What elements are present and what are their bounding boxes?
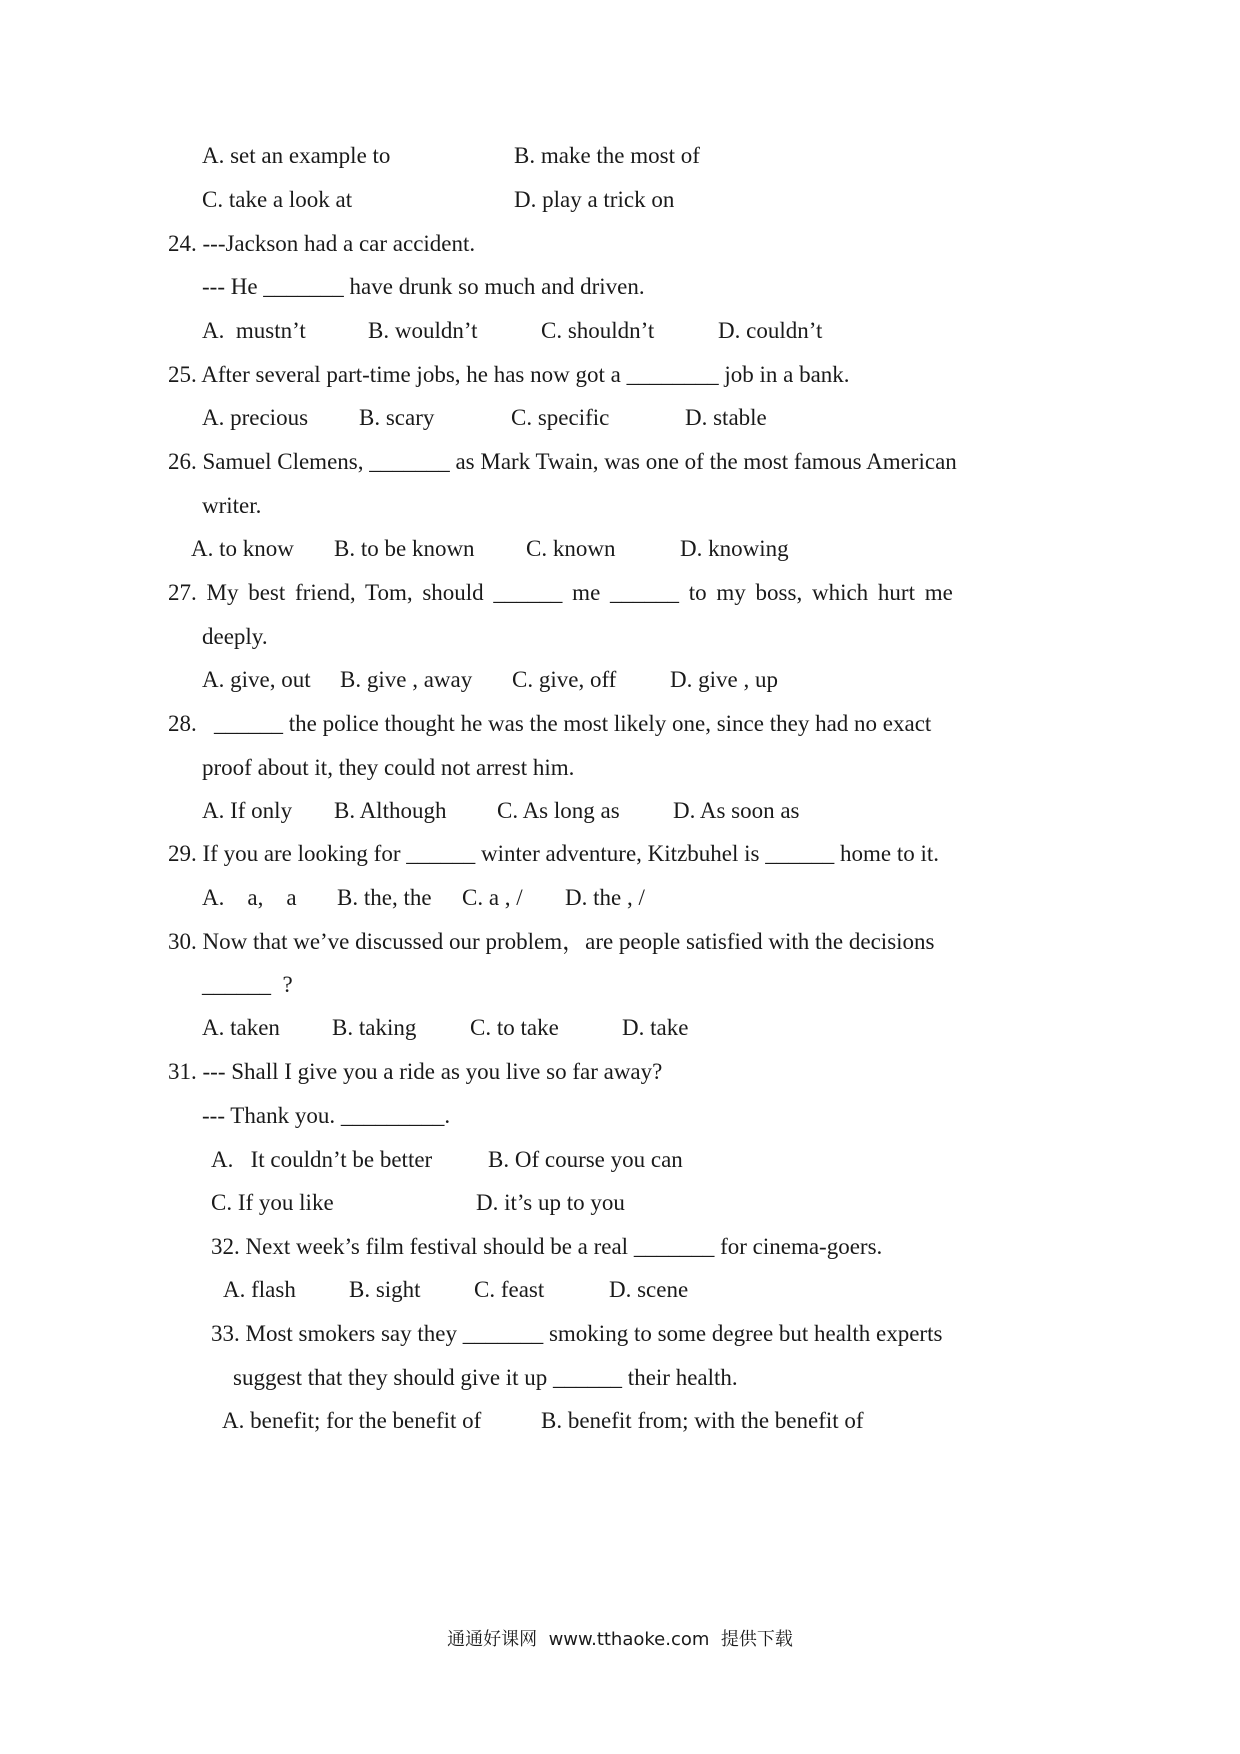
option-b: B. give , away (340, 667, 473, 692)
option-a: A. flash (223, 1277, 296, 1302)
question-stem-continued: deeply. (202, 624, 268, 649)
option-d: D. take (622, 1015, 689, 1040)
option-a: A. give, out (202, 667, 311, 692)
option-b: B. scary (359, 405, 435, 430)
option-b: B. wouldn’t (368, 318, 478, 343)
option-a: A. set an example to (202, 143, 391, 168)
question-stem: 33. Most smokers say they _______ smoking to some degree but health experts (211, 1321, 943, 1346)
option-b: B. make the most of (514, 143, 700, 168)
option-a: A. to know (191, 536, 294, 561)
question-stem: 25. After several part-time jobs, he has now got a ________ job in a bank. (168, 362, 850, 387)
option-d: D. play a trick on (514, 187, 675, 212)
option-d: D. knowing (680, 536, 789, 561)
option-c: C. As long as (497, 798, 620, 823)
option-d: D. stable (685, 405, 767, 430)
option-c: C. a , / (462, 885, 523, 910)
option-d: D. scene (609, 1277, 689, 1302)
option-b: B. benefit from; with the benefit of (541, 1408, 864, 1433)
option-b: B. Although (334, 798, 447, 823)
question-stem: 29. If you are looking for ______ winter adventure, Kitzbuhel is ______ home to it. (168, 841, 939, 866)
option-c: C. known (526, 536, 616, 561)
option-c: C. If you like (211, 1190, 334, 1215)
page-footer: 通通好课网 www.tthaoke.com 提供下载 (447, 1629, 793, 1650)
option-d: D. it’s up to you (476, 1190, 625, 1215)
question-stem: 32. Next week’s film festival should be a real _______ for cinema-goers. (211, 1234, 883, 1259)
option-b: B. taking (332, 1015, 417, 1040)
option-a: A. It couldn’t be better (211, 1147, 433, 1172)
option-d: D. give , up (670, 667, 778, 692)
option-a: A. taken (202, 1015, 280, 1040)
option-a: A. benefit; for the benefit of (222, 1408, 482, 1433)
option-a: A. mustn’t (202, 318, 306, 343)
question-stem: 27. My best friend, Tom, should ______ me ______ to my boss, which hurt me (168, 580, 953, 605)
question-stem: 31. --- Shall I give you a ride as you live so far away? (168, 1059, 663, 1084)
option-d: D. couldn’t (718, 318, 823, 343)
option-d: D. As soon as (673, 798, 800, 823)
question-stem-continued: proof about it, they could not arrest him. (202, 755, 575, 780)
option-a: A. a, a (202, 885, 297, 910)
question-stem-continued: --- Thank you. _________. (202, 1103, 451, 1128)
option-c: C. take a look at (202, 187, 353, 212)
question-stem: 26. Samuel Clemens, _______ as Mark Twain, was one of the most famous American (168, 449, 957, 474)
option-c: C. shouldn’t (541, 318, 655, 343)
option-b: B. the, the (337, 885, 432, 910)
option-a: A. precious (202, 405, 309, 430)
option-c: C. feast (474, 1277, 545, 1302)
option-b: B. to be known (334, 536, 475, 561)
question-stem-continued: --- He _______ have drunk so much and driven. (202, 274, 645, 299)
question-stem-continued: ______ ? (202, 972, 293, 997)
option-d: D. the , / (565, 885, 645, 910)
option-c: C. to take (470, 1015, 559, 1040)
option-c: C. specific (511, 405, 610, 430)
option-a: A. If only (202, 798, 293, 823)
question-stem-continued: suggest that they should give it up ______ their health. (233, 1365, 738, 1390)
option-b: B. Of course you can (488, 1147, 683, 1172)
question-stem-continued: writer. (202, 493, 262, 518)
question-stem: 28. ______ the police thought he was the most likely one, since they had no exact (168, 711, 932, 736)
option-b: B. sight (349, 1277, 421, 1302)
question-stem: 30. Now that we’ve discussed our problem，are people satisfied with the decisions (168, 929, 935, 954)
question-stem: 24. ---Jackson had a car accident. (168, 231, 476, 256)
option-c: C. give, off (512, 667, 617, 692)
